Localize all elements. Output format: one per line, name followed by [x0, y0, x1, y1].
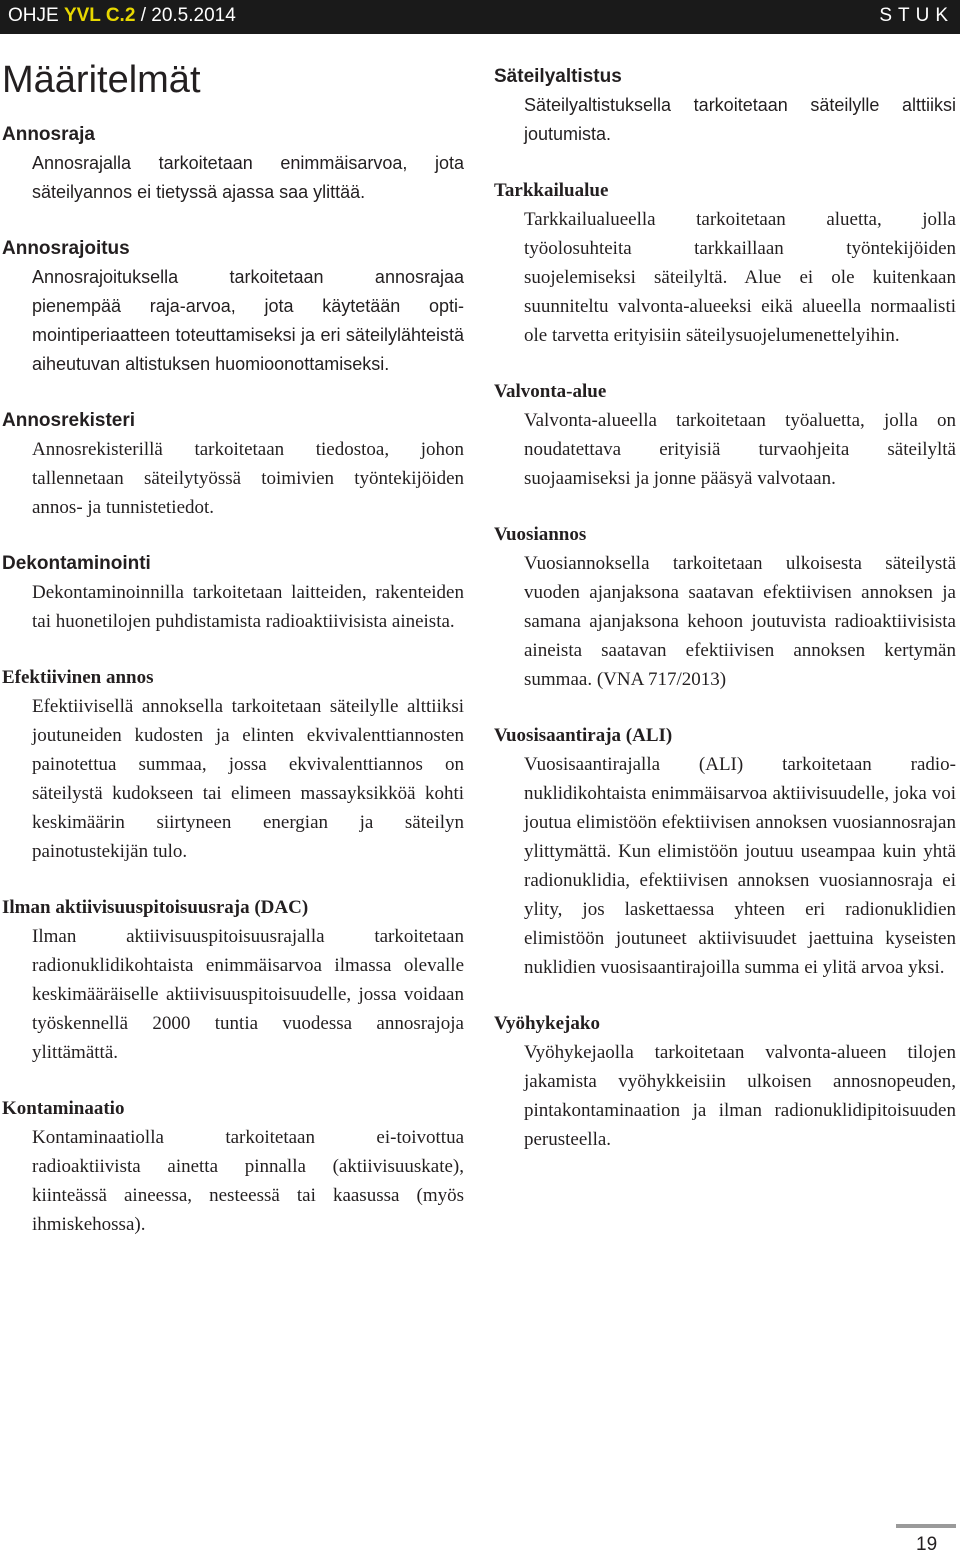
definition-entry: [2, 893, 464, 1067]
term-heading: Vuosiannos: [494, 524, 587, 545]
guide-reference: OHJE YVL C.2 / 20.5.2014: [8, 5, 236, 26]
term-definition: Vuosiannoksella tarkoitetaan ulkoisesta säteilystä vuoden ajanjaksona saatavan efektiivisen annoksen ja samana ajanjaksona kehoon joutuvista radioaktiivisista aineista saatavan efektiivisen annoksen kertymän summaa. (VNA 717/2013): [524, 553, 956, 690]
term-heading: Kontaminaatio: [2, 1098, 125, 1119]
term-definition: Tarkkailualueella tarkoitetaan aluetta, jolla työolosuhteita tarkkaillaan työntekijöiden suojelemiseksi säteilyltä. Alue ei ole kuitenkaan suunniteltu valvonta-alueeksi eikä alueella normaalisti ole tarvetta erityisiin säteilysuojelumenettelyihin.: [524, 209, 956, 346]
definition-entry: [494, 721, 956, 982]
term-heading: Efektiivinen annos: [2, 667, 154, 688]
term-heading: Ilman aktiivisuuspitoisuusraja (DAC): [2, 897, 309, 918]
term-definition: Valvonta-alueella tarkoitetaan työaluetta, jolla on noudatettava erityisiä turvaohjeita säteilyltä suojaamiseksi ja jonne pääsyä valvotaan.: [524, 410, 956, 489]
term-heading: Annosrajoitus: [2, 238, 130, 259]
definition-entry: [2, 1094, 464, 1239]
term-heading: Tarkkailualue: [494, 180, 609, 201]
footer-rule: [896, 1524, 956, 1528]
page-header: [0, 0, 960, 34]
term-heading: Vyöhykejako: [494, 1013, 600, 1034]
right-column: [494, 62, 956, 1181]
definition-entry: [2, 234, 464, 379]
term-definition: Vuosisaantirajalla (ALI) tarkoitetaan radionuklidikohtaista enimmäisarvoa aktiivisuudelle, joka voi joutua elimistöön efektiivisen annoksen vuosiannosrajan ylittymättä. Kun elimistöön joutuu useampaa kuin yhtä radionuklidia, efektiivisen annoksen vuosiannosraja ei ylity, jos laskettaessa yhteen eri radionuklidien elimistöön joutuneet aktiivisuudet jaettuina kyseisten nuklidien vuosisaantirajoilla summa ei ylitä arvoa yksi.: [524, 754, 956, 978]
left-column: [2, 120, 464, 1266]
term-definition: Annosrajoituksella tarkoitetaan annosrajaa pienempää raja-arvoa, jota käytetään optimointiperiaatteen toteuttamiseksi ja eri säteilylähteistä aiheutuvan altistuksen huomioonottamiseksi.: [32, 267, 464, 374]
term-definition: Ilman aktiivisuuspitoisuusrajalla tarkoitetaan radionuklidikohtaista enimmäisarvoa ilmassa olevalle keskimääräiselle aktiivisuuspitoisuudelle, jossa voidaan työskennellä 2000 tuntia vuodessa annosrajoja ylittämättä.: [32, 926, 464, 1063]
definition-entry: [2, 406, 464, 522]
term-definition: Efektiivisellä annoksella tarkoitetaan säteilylle alttiiksi joutuneiden kudosten ja elinten ekvivalenttiannosten painotettua summaa, jossa ekvivalenttiannos on säteilystä kudokseen tai elimeen massayksikköä kohti keskimäärin siirtyneen energian ja säteilyn painotustekijän tulo.: [32, 696, 464, 862]
definition-entry: [2, 549, 464, 636]
term-heading: Säteilyaltistus: [494, 66, 622, 87]
definition-entry: [494, 377, 956, 493]
term-definition: Kontaminaatiolla tarkoitetaan ei-toivottua radioaktiivista ainetta pinnalla (aktiivisuuskate), kiinteässä aineessa, nesteessä tai kaasussa (myös ihmiskehossa).: [32, 1127, 464, 1235]
term-definition: Dekontaminoinnilla tarkoitetaan laitteiden, rakenteiden tai huonetilojen puhdistamista radioaktiivisista aineista.: [32, 582, 464, 632]
page-title: Määritelmät: [2, 59, 201, 101]
term-definition: Annosrekisterillä tarkoitetaan tiedostoa, johon tallennetaan säteilytyössä toimivien työntekijöiden annos- ja tunnistetiedot.: [32, 439, 464, 518]
term-definition: Vyöhykejaolla tarkoitetaan valvonta-alueen tilojen jakamista vyöhykkeisiin ulkoisen annosnopeuden, pintakontaminaation ja ilman radionuklidipitoisuuden perusteella.: [524, 1042, 956, 1150]
definition-entry: [2, 663, 464, 866]
term-definition: Säteilyaltistuksella tarkoitetaan säteilylle alttiiksi joutumista.: [524, 95, 956, 144]
definition-entry: [494, 62, 956, 149]
term-heading: Vuosisaantiraja (ALI): [494, 725, 673, 746]
page-number: 19: [916, 1534, 938, 1555]
organization-name: STUK: [879, 5, 954, 26]
term-heading: Valvonta-alue: [494, 381, 607, 402]
definition-entry: [494, 520, 956, 694]
definition-entry: [494, 1009, 956, 1154]
term-definition: Annosrajalla tarkoitetaan enimmäisarvoa, jota säteilyannos ei tietyssä ajassa saa ylittää.: [32, 153, 464, 202]
definition-entry: [2, 120, 464, 207]
term-heading: Annosraja: [2, 124, 95, 145]
term-heading: Dekontaminointi: [2, 553, 151, 574]
definition-entry: [494, 176, 956, 350]
term-heading: Annosrekisteri: [2, 410, 136, 431]
